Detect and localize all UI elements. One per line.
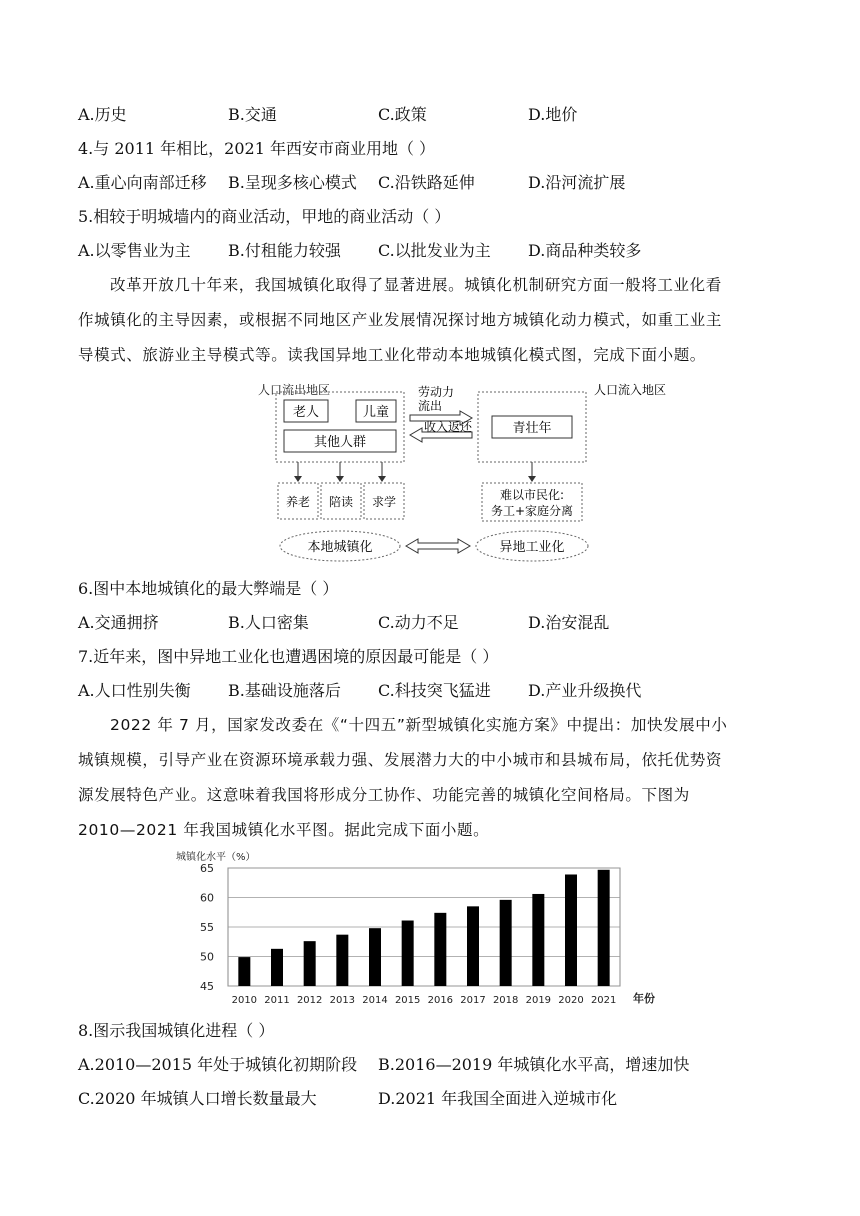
children-label: 儿童 — [362, 405, 390, 420]
remote-industrialization-label: 异地工业化 — [499, 540, 565, 555]
chart-y-tick-label: 55 — [200, 921, 214, 934]
outflow-region-label: 人口流出地区 — [258, 383, 331, 397]
q3-option-b[interactable]: B.交通 — [228, 105, 277, 124]
q7-option-a[interactable]: A.人口性别失衡 — [78, 681, 191, 700]
elderly-label: 老人 — [292, 405, 320, 420]
chart-y-tick-label: 45 — [200, 980, 214, 993]
chart-x-tick-label: 2013 — [329, 995, 356, 1006]
chart-y-tick-label: 65 — [200, 862, 214, 875]
urbanization-mode-diagram — [250, 380, 667, 566]
q5-option-d[interactable]: D.商品种类较多 — [528, 241, 642, 260]
chart-bar-2015 — [402, 921, 414, 986]
chart-x-tick-label: 2010 — [231, 995, 258, 1006]
passage-urbanization-mechanism — [78, 268, 778, 373]
inflow-region-label: 人口流入地区 — [594, 383, 667, 397]
income-return-label: 收入返还 — [424, 420, 473, 434]
chart-x-tick-label: 2020 — [558, 995, 584, 1006]
passage1-line-3: 导模式、旅游业主导模式等。读我国异地工业化带动本地城镇化模式图，完成下面小题。 — [78, 346, 706, 364]
chart-bar-2011 — [271, 949, 283, 986]
passage2-line-1: 2022 年 7 月，国家发改委在《“十四五”新型城镇化实施方案》中提出：加快发展中小 — [110, 716, 728, 734]
q3-option-c[interactable]: C.政策 — [378, 105, 427, 124]
labor-outflow-label-2: 流出 — [418, 399, 443, 413]
chart-bar-2021 — [598, 870, 610, 986]
chart-x-tick-label: 2015 — [394, 995, 421, 1006]
q3-option-d[interactable]: D.地价 — [528, 105, 578, 124]
q6-stem: 6.图中本地城镇化的最大弊端是（ ） — [78, 579, 339, 598]
q8-option-a[interactable]: A.2010—2015 年处于城镇化初期阶段 — [78, 1055, 358, 1074]
chart-y-tick-label: 50 — [200, 950, 214, 964]
youth-label: 青壮年 — [512, 421, 552, 436]
q8-option-b[interactable]: B.2016—2019 年城镇化水平高，增速加快 — [378, 1055, 690, 1074]
chart-bar-2013 — [336, 935, 348, 986]
labor-outflow-label-1: 劳动力 — [418, 385, 455, 399]
q6-option-b[interactable]: B.人口密集 — [228, 613, 309, 632]
chart-bar-2012 — [304, 941, 316, 986]
chart-bar-2016 — [434, 913, 446, 986]
chart-x-tick-label: 2012 — [296, 995, 323, 1006]
chart-bar-2018 — [500, 900, 512, 986]
hard-urbanize-label-1: 难以市民化: — [499, 488, 565, 502]
chart-bar-2019 — [532, 894, 544, 986]
q7-option-c[interactable]: C.科技突飞猛进 — [378, 681, 491, 700]
others-label: 其他人群 — [313, 435, 367, 450]
q5-option-a[interactable]: A.以零售业为主 — [78, 241, 191, 260]
q4-option-d[interactable]: D.沿河流扩展 — [528, 173, 626, 192]
q3-option-a[interactable]: A.历史 — [78, 105, 127, 124]
chart-x-tick-label: 2021 — [590, 995, 617, 1006]
chart-y-axis-label: 城镇化水平（%） — [176, 852, 256, 863]
chart-y-tick-label: 60 — [200, 891, 214, 905]
q5-stem: 5.相较于明城墙内的商业活动，甲地的商业活动（ ） — [78, 207, 451, 226]
q8-option-c[interactable]: C.2020 年城镇人口增长数量最大 — [78, 1089, 317, 1108]
double-arrow — [406, 539, 470, 553]
q7-option-d[interactable]: D.产业升级换代 — [528, 681, 642, 700]
q6-option-a[interactable]: A.交通拥挤 — [78, 613, 159, 632]
chart-x-axis-label: 年份 — [633, 992, 655, 1005]
passage2-line-4: 2010—2021 年我国城镇化水平图。据此完成下面小题。 — [78, 821, 490, 839]
pension-label: 养老 — [285, 495, 311, 509]
q8-stem: 8.图示我国城镇化进程（ ） — [78, 1021, 275, 1040]
q4-option-a[interactable]: A.重心向南部迁移 — [78, 173, 207, 192]
chart-x-tick-label: 2018 — [492, 995, 519, 1006]
accompany-label: 陪读 — [328, 495, 354, 509]
passage1-line-2: 作城镇化的主导因素，或根据不同地区产业发展情况探讨地方城镇化动力模式，如重工业主 — [78, 311, 723, 329]
q5-option-b[interactable]: B.付租能力较强 — [228, 241, 341, 260]
passage-new-urbanization-plan — [78, 708, 778, 848]
chart-x-tick-label: 2017 — [460, 995, 486, 1006]
q6-option-c[interactable]: C.动力不足 — [378, 613, 459, 632]
chart-bar-2014 — [369, 928, 381, 986]
q7-stem: 7.近年来，图中异地工业化也遭遇困境的原因最可能是（ ） — [78, 647, 499, 666]
hard-urbanize-label-2: 务工+家庭分离 — [490, 504, 574, 518]
study-label: 求学 — [371, 495, 397, 509]
q6-option-d[interactable]: D.治安混乱 — [528, 613, 610, 632]
chart-x-tick-label: 2019 — [525, 995, 552, 1006]
chart-bar-2017 — [467, 906, 479, 986]
q4-option-c[interactable]: C.沿铁路延伸 — [378, 173, 475, 192]
chart-x-tick-label: 2016 — [427, 995, 454, 1006]
q4-stem: 4.与 2011 年相比，2021 年西安市商业用地（ ） — [78, 139, 436, 158]
passage2-line-3: 源发展特色产业。这意味着我国将形成分工协作、功能完善的城镇化空间格局。下图为 — [78, 786, 690, 804]
q5-option-c[interactable]: C.以批发业为主 — [378, 241, 491, 260]
chart-bar-2020 — [565, 874, 577, 986]
q4-option-b[interactable]: B.呈现多核心模式 — [228, 173, 357, 192]
chart-x-tick-label: 2011 — [264, 995, 290, 1006]
passage1-line-1: 改革开放几十年来，我国城镇化取得了显著进展。城镇化机制研究方面一般将工业化看 — [110, 276, 722, 294]
q8-option-d[interactable]: D.2021 年我国全面进入逆城市化 — [378, 1089, 618, 1108]
passage2-line-2: 城镇规模，引导产业在资源环境承载力强、发展潜力大的中小城市和县城布局，依托优势资 — [78, 751, 723, 769]
local-urbanization-label: 本地城镇化 — [307, 540, 373, 555]
chart-bar-2010 — [238, 957, 250, 986]
chart-x-tick-label: 2014 — [362, 995, 388, 1006]
q7-option-b[interactable]: B.基础设施落后 — [228, 681, 341, 700]
urbanization-level-chart — [170, 846, 670, 1012]
